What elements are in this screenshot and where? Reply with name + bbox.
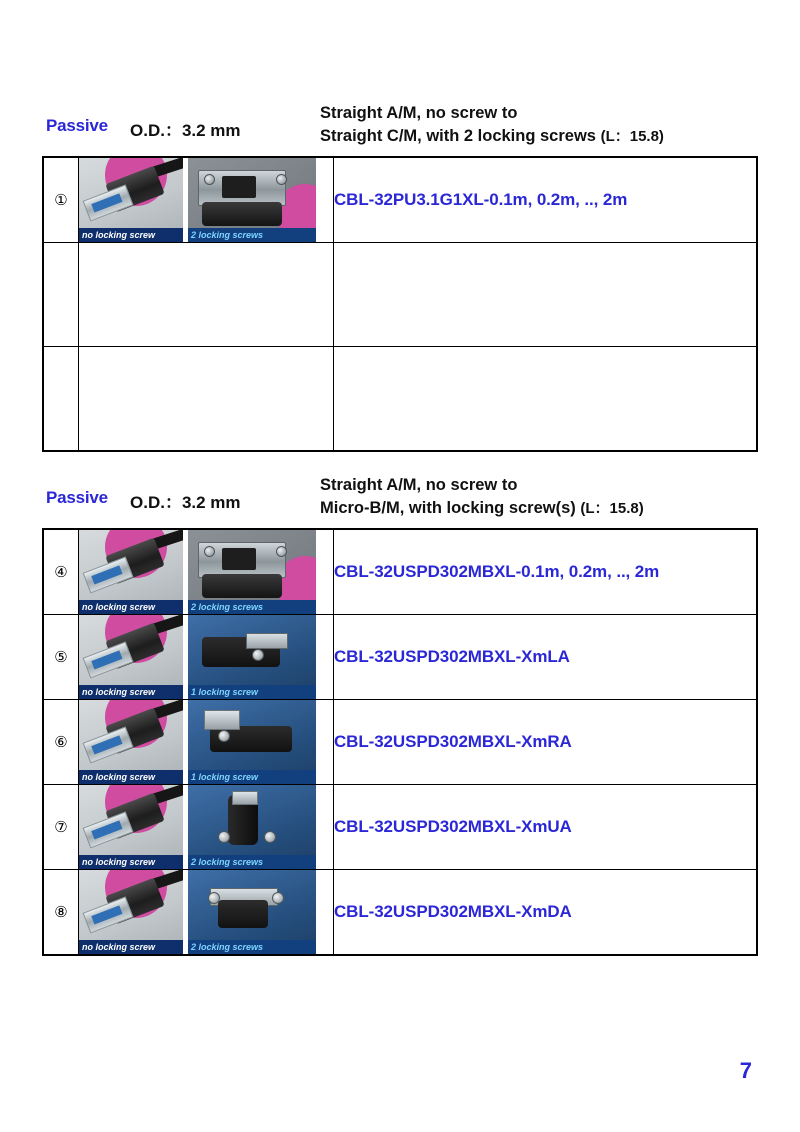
description-line-2: Straight C/M, with 2 locking screws [320, 126, 596, 145]
row-photos [79, 243, 334, 347]
description-length: (L：15.8) [600, 127, 664, 145]
photo-caption-left: no locking screw [79, 600, 183, 614]
photo-caption-right: 1 locking screw [188, 770, 316, 784]
row-photos [79, 700, 334, 785]
part-number: CBL-32PU3.1G1XL-0.1m, 0.2m, .., 2m [334, 157, 758, 243]
section-header [42, 472, 758, 528]
row-photos [79, 615, 334, 700]
micro-b-left-angle-photo [188, 615, 316, 699]
description-line-1: Straight A/M, no screw to [320, 104, 518, 122]
usb-c-plug-photo [188, 158, 316, 242]
table-row[interactable] [43, 347, 757, 452]
photo-caption-left: no locking screw [79, 685, 183, 699]
section-usb31-c [42, 100, 758, 452]
micro-b-right-angle-photo [188, 700, 316, 784]
row-photos [79, 347, 334, 452]
row-photos [79, 529, 334, 615]
table-row[interactable] [43, 700, 757, 785]
row-number: ① [43, 157, 79, 243]
description-length: (L：15.8) [580, 499, 644, 517]
part-number: CBL-32USPD302MBXL-XmDA [334, 870, 758, 956]
cable-table-micro-b [42, 528, 758, 956]
micro-b-plug-photo [188, 530, 316, 614]
row-number: ⑥ [43, 700, 79, 785]
photo-caption-right: 2 locking screws [188, 600, 316, 614]
usb-a-plug-photo [79, 158, 183, 242]
table-row[interactable] [43, 529, 757, 615]
part-number [334, 347, 758, 452]
page-number: 7 [739, 1058, 752, 1083]
photo-caption-right: 2 locking screws [188, 940, 316, 954]
row-photos [79, 157, 334, 243]
row-number [43, 243, 79, 347]
usb-a-plug-photo [79, 700, 183, 784]
part-number: CBL-32USPD302MBXL-XmRA [334, 700, 758, 785]
section-description [320, 102, 760, 148]
cable-table-usb31-c [42, 156, 758, 452]
description-line-2: Micro-B/M, with locking screw(s) [320, 498, 576, 517]
usb-a-plug-photo [79, 785, 183, 869]
part-number: CBL-32USPD302MBXL-XmLA [334, 615, 758, 700]
section-micro-b [42, 472, 758, 956]
table-row[interactable] [43, 615, 757, 700]
row-number: ⑧ [43, 870, 79, 956]
row-photos [79, 785, 334, 870]
photo-caption-left: no locking screw [79, 228, 183, 242]
description-line-1: Straight A/M, no screw to [320, 476, 518, 494]
outer-diameter-label: O.D.：3.2 mm [130, 121, 241, 140]
usb-a-plug-photo [79, 870, 183, 954]
photo-caption-right: 2 locking screws [188, 855, 316, 869]
part-number: CBL-32USPD302MBXL-XmUA [334, 785, 758, 870]
micro-b-up-angle-photo [188, 785, 316, 869]
row-number: ④ [43, 529, 79, 615]
part-number: CBL-32USPD302MBXL-0.1m, 0.2m, .., 2m [334, 529, 758, 615]
photo-caption-right: 2 locking screws [188, 228, 316, 242]
photo-caption-left: no locking screw [79, 770, 183, 784]
photo-caption-left: no locking screw [79, 855, 183, 869]
table-row[interactable] [43, 157, 757, 243]
row-photos [79, 870, 334, 956]
photo-caption-left: no locking screw [79, 940, 183, 954]
micro-b-down-angle-photo [188, 870, 316, 954]
table-row[interactable] [43, 243, 757, 347]
usb-a-plug-photo [79, 615, 183, 699]
row-number: ⑤ [43, 615, 79, 700]
passive-label: Passive [46, 116, 108, 135]
photo-caption-right: 1 locking screw [188, 685, 316, 699]
table-row[interactable] [43, 870, 757, 956]
row-number [43, 347, 79, 452]
section-header [42, 100, 758, 156]
passive-label: Passive [46, 488, 108, 507]
outer-diameter-label: O.D.：3.2 mm [130, 493, 241, 512]
section-description [320, 474, 760, 520]
row-number: ⑦ [43, 785, 79, 870]
usb-a-plug-photo [79, 530, 183, 614]
table-row[interactable] [43, 785, 757, 870]
part-number [334, 243, 758, 347]
